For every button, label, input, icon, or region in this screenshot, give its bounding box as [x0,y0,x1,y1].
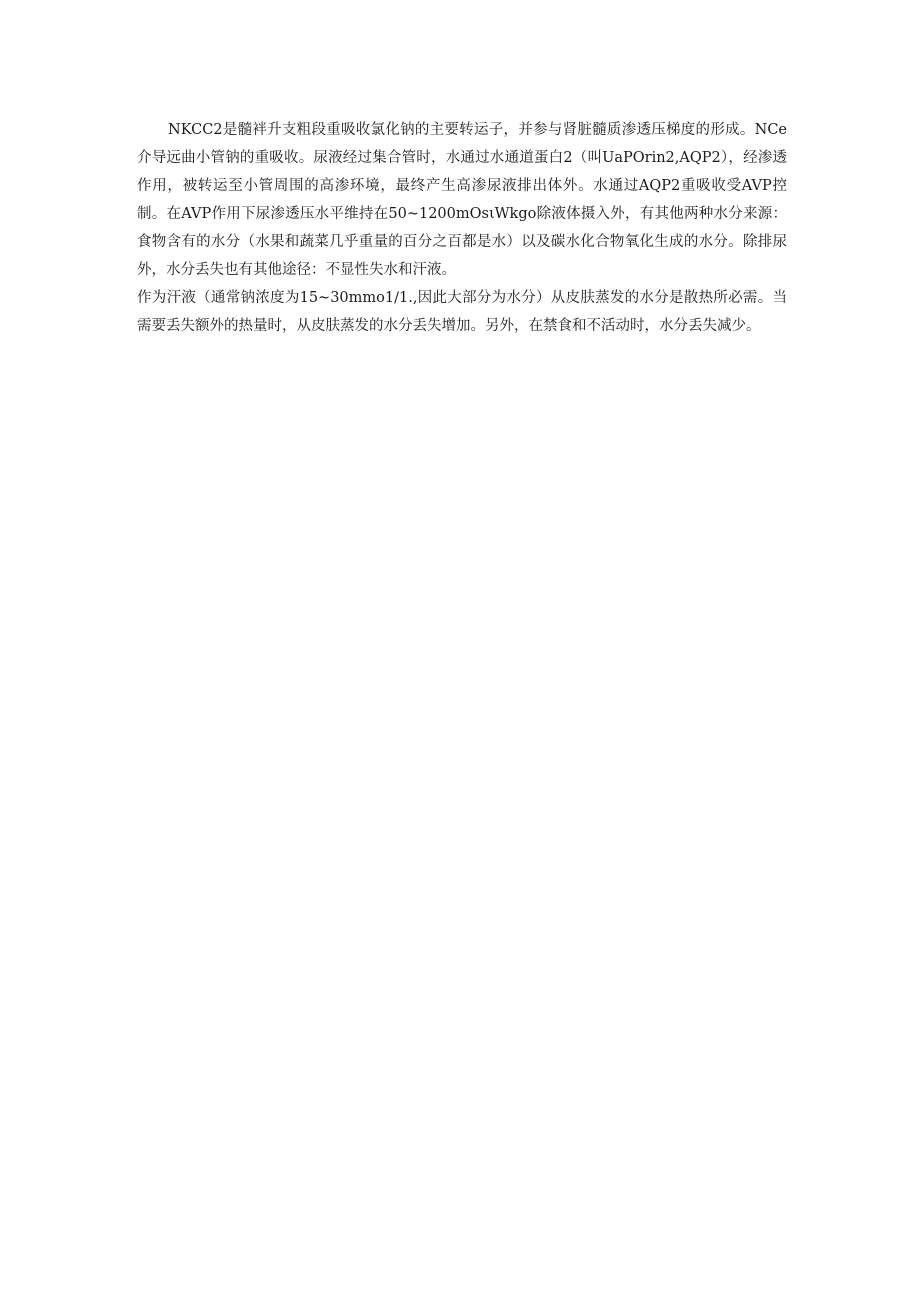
paragraph-sweat-water-loss: 作为汗液（通常钠浓度为15~30mmo1∕1.,因此大部分为水分）从皮肤蒸发的水分是散热所必需。当需要丢失额外的热量时，从皮肤蒸发的水分丢失增加。另外，在禁食和不活动时，水分丢失减少。 [137,290,787,334]
paragraph-renal-water-reabsorption: NKCC2是髓袢升支粗段重吸收氯化钠的主要转运子，并参与肾脏髓质渗透压梯度的形成。NCe介导远曲小管钠的重吸收。尿液经过集合管时，水通过水通道蛋白2（叫UaPOrin2,AQP2），经渗透作用，被转运至小管周围的高渗环境，最终产生高渗尿液排出体外。水通过AQP2重吸收受AVP控制。在AVP作用下尿渗透压水平维持在50~1200mOsιWkgo除液体摄入外，有其他两种水分来源：食物含有的水分（水果和蔬菜几乎重量的百分之百都是水）以及碳水化合物氧化生成的水分。除排尿外，水分丢失也有其他途径：不显性失水和汗液。 [137,122,787,278]
document-body [137,116,787,340]
